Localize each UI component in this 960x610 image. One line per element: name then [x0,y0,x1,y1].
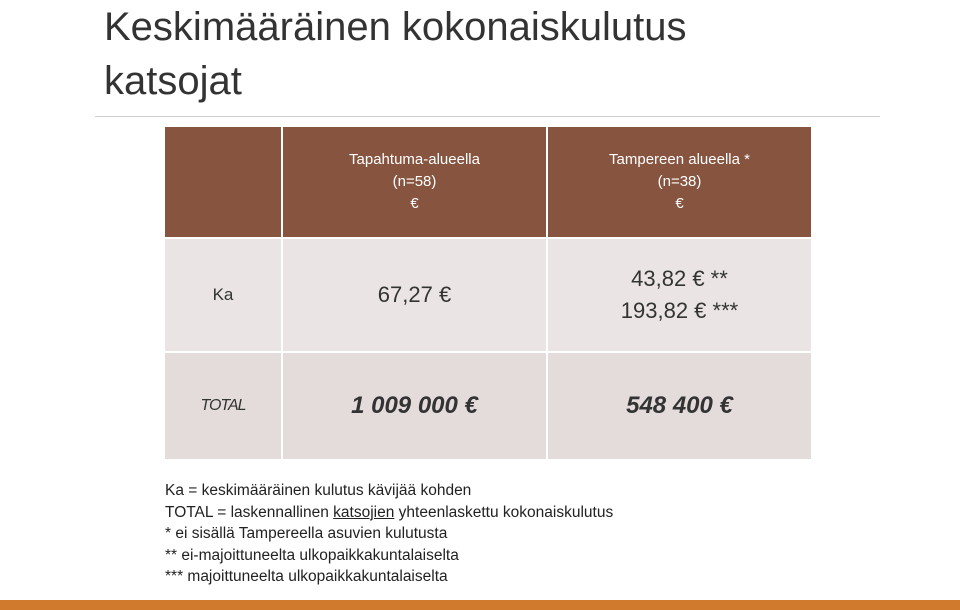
ka-tampere-lodged-amount: 193,82 € *** [620,298,739,323]
title-divider [95,116,880,117]
row-label-total: TOTAL [164,352,282,460]
header-event-area-unit: € [410,195,419,212]
footnotes [165,480,865,588]
title-line-1: Keskimääräinen kokonaiskulutus [104,5,687,49]
header-tampere-area-name: Tampereen alueella * [609,151,750,168]
header-event-area-n: (n=58) [392,173,437,190]
header-event-area-name: Tapahtuma-alueella [349,151,480,168]
footnote-star-3: *** majoittuneelta ulkopaikkakuntalaiselta [165,568,448,585]
header-corner-cell [164,126,282,238]
footnote-star-2: ** ei-majoittuneelta ulkopaikkakuntalaiselta [165,546,459,564]
footnote-star-1: * ei sisällä Tampereella asuvien kulutusta [165,525,448,542]
accent-bar [0,600,960,610]
ka-event-area-amount: 67,27 € [377,282,452,307]
title-line-2: katsojat [104,59,242,103]
page-title [104,0,924,108]
header-event-area [282,126,547,238]
ka-tampere-area-value [547,238,812,352]
footnote-ka: Ka = keskimääräinen kulutus kävijää kohden [165,482,472,499]
consumption-table [163,125,813,461]
ka-tampere-nonlodged-amount: 43,82 € ** [631,266,728,291]
total-tampere-area-value: 548 400 € [547,352,812,460]
total-event-area-value: 1 009 000 € [282,352,547,460]
table-row-total [164,352,812,460]
row-label-ka: Ka [164,238,282,352]
table-header-row [164,126,812,238]
header-tampere-area-unit: € [675,195,684,212]
table-row-ka [164,238,812,352]
footnote-total-pre: TOTAL = laskennallinen [165,503,334,521]
footnote-total-post: yhteenlaskettu kokonaiskulutus [394,503,614,521]
header-tampere-area [547,126,812,238]
footnote-total [165,502,865,524]
header-tampere-area-n: (n=38) [657,173,702,190]
ka-event-area-value [282,238,547,352]
footnote-total-underlined: katsojien [333,503,395,521]
